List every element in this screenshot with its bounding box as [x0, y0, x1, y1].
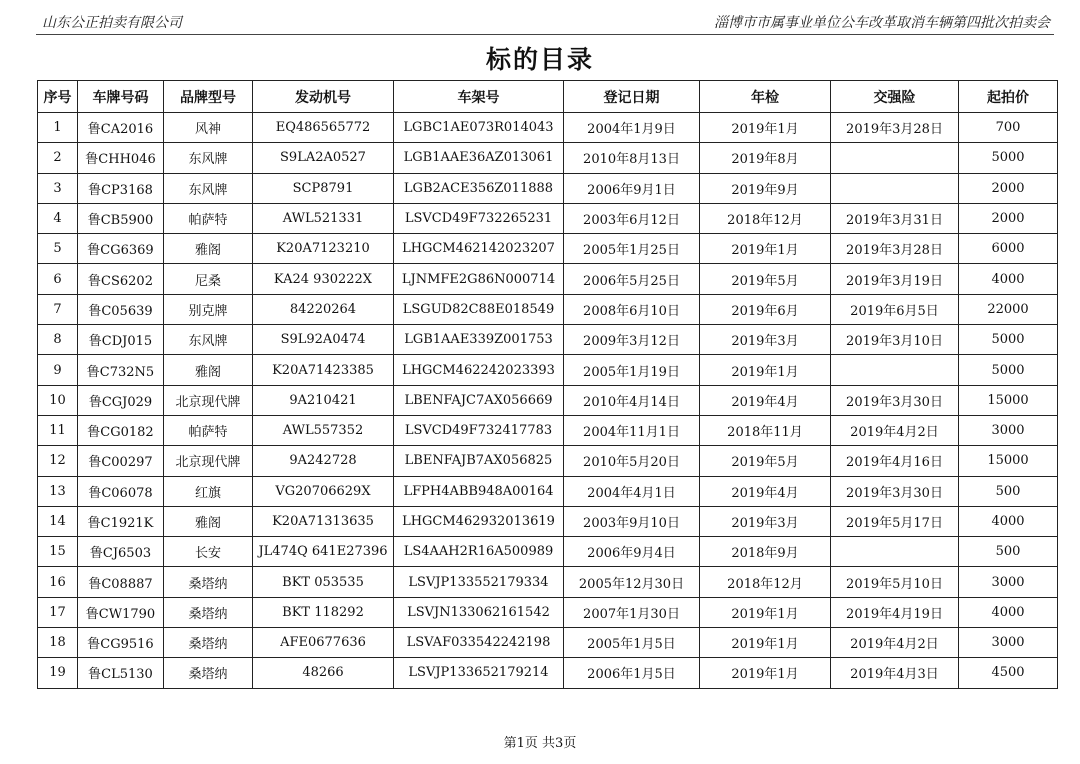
cell-start-price: 5000: [959, 325, 1058, 355]
cell-reg-date: 2003年9月10日: [564, 506, 700, 536]
cell-plate: 鲁C732N5: [78, 355, 164, 385]
col-header-vin: 车架号: [394, 81, 564, 113]
cell-brand: 雅阁: [164, 234, 253, 264]
cell-plate: 鲁CA2016: [78, 113, 164, 143]
col-header-insurance: 交强险: [831, 81, 959, 113]
cell-engine-no: AWL557352: [253, 415, 394, 445]
table-row: [38, 385, 1058, 415]
cell-brand: 红旗: [164, 476, 253, 506]
col-header-brand: 品牌型号: [164, 81, 253, 113]
cell-engine-no: 48266: [253, 658, 394, 688]
cell-inspection: 2019年4月: [700, 476, 831, 506]
cell-brand: 帕萨特: [164, 203, 253, 233]
cell-brand: 东风牌: [164, 173, 253, 203]
cell-plate: 鲁CS6202: [78, 264, 164, 294]
cell-reg-date: 2007年1月30日: [564, 597, 700, 627]
cell-inspection: 2018年12月: [700, 203, 831, 233]
cell-plate: 鲁CG9516: [78, 628, 164, 658]
cell-plate: 鲁C06078: [78, 476, 164, 506]
cell-brand: 桑塔纳: [164, 658, 253, 688]
table-row: [38, 446, 1058, 476]
cell-inspection: 2019年1月: [700, 234, 831, 264]
cell-brand: 长安: [164, 537, 253, 567]
cell-start-price: 4000: [959, 597, 1058, 627]
cell-plate: 鲁CGJ029: [78, 385, 164, 415]
cell-plate: 鲁CB5900: [78, 203, 164, 233]
cell-insurance: 2019年3月28日: [831, 113, 959, 143]
table-row: [38, 113, 1058, 143]
cell-plate: 鲁CL5130: [78, 658, 164, 688]
table-row: [38, 476, 1058, 506]
cell-reg-date: 2008年6月10日: [564, 294, 700, 324]
cell-reg-date: 2005年1月5日: [564, 628, 700, 658]
table-row: [38, 325, 1058, 355]
table-row: [38, 415, 1058, 445]
cell-start-price: 4500: [959, 658, 1058, 688]
cell-engine-no: K20A71423385: [253, 355, 394, 385]
cell-brand: 桑塔纳: [164, 597, 253, 627]
cell-engine-no: KA24 930222X: [253, 264, 394, 294]
cell-engine-no: 9A210421: [253, 385, 394, 415]
cell-engine-no: JL474Q 641E27396: [253, 537, 394, 567]
cell-index: 4: [38, 203, 78, 233]
cell-start-price: 5000: [959, 143, 1058, 173]
cell-brand: 东风牌: [164, 325, 253, 355]
cell-reg-date: 2005年1月19日: [564, 355, 700, 385]
cell-insurance: [831, 173, 959, 203]
table-row: [38, 506, 1058, 536]
cell-engine-no: K20A7123210: [253, 234, 394, 264]
cell-start-price: 3000: [959, 628, 1058, 658]
cell-start-price: 2000: [959, 173, 1058, 203]
cell-index: 18: [38, 628, 78, 658]
cell-start-price: 22000: [959, 294, 1058, 324]
cell-index: 10: [38, 385, 78, 415]
cell-index: 1: [38, 113, 78, 143]
table-row: [38, 173, 1058, 203]
cell-brand: 桑塔纳: [164, 628, 253, 658]
cell-engine-no: 9A242728: [253, 446, 394, 476]
cell-inspection: 2018年9月: [700, 537, 831, 567]
cell-insurance: [831, 143, 959, 173]
cell-reg-date: 2009年3月12日: [564, 325, 700, 355]
page-title: 标的目录: [485, 45, 594, 74]
cell-inspection: 2018年12月: [700, 567, 831, 597]
cell-start-price: 2000: [959, 203, 1058, 233]
cell-index: 9: [38, 355, 78, 385]
cell-inspection: 2019年4月: [700, 385, 831, 415]
cell-vin: LHGCM462932013619: [394, 506, 564, 536]
cell-start-price: 15000: [959, 446, 1058, 476]
col-header-start-price: 起拍价: [959, 81, 1058, 113]
cell-vin: LSGUD82C88E018549: [394, 294, 564, 324]
cell-insurance: 2019年3月10日: [831, 325, 959, 355]
cell-engine-no: S9L92A0474: [253, 325, 394, 355]
cell-insurance: [831, 537, 959, 567]
cell-plate: 鲁CJ6503: [78, 537, 164, 567]
cell-engine-no: AWL521331: [253, 203, 394, 233]
cell-reg-date: 2006年1月5日: [564, 658, 700, 688]
cell-inspection: 2019年6月: [700, 294, 831, 324]
cell-plate: 鲁CHH046: [78, 143, 164, 173]
cell-brand: 北京现代牌: [164, 446, 253, 476]
cell-vin: LSVJP133552179334: [394, 567, 564, 597]
cell-inspection: 2019年1月: [700, 628, 831, 658]
cell-insurance: 2019年4月3日: [831, 658, 959, 688]
cell-engine-no: BKT 053535: [253, 567, 394, 597]
cell-reg-date: 2010年5月20日: [564, 446, 700, 476]
cell-insurance: 2019年3月30日: [831, 385, 959, 415]
cell-insurance: 2019年3月31日: [831, 203, 959, 233]
cell-reg-date: 2006年9月4日: [564, 537, 700, 567]
cell-plate: 鲁C00297: [78, 446, 164, 476]
table-row: [38, 658, 1058, 688]
cell-index: 16: [38, 567, 78, 597]
cell-start-price: 700: [959, 113, 1058, 143]
table-row: [38, 597, 1058, 627]
cell-index: 13: [38, 476, 78, 506]
cell-vin: LHGCM462242023393: [394, 355, 564, 385]
cell-vin: LSVJP133652179214: [394, 658, 564, 688]
cell-brand: 风神: [164, 113, 253, 143]
header-divider: [36, 34, 1054, 35]
cell-insurance: 2019年4月2日: [831, 415, 959, 445]
cell-index: 7: [38, 294, 78, 324]
cell-plate: 鲁CW1790: [78, 597, 164, 627]
cell-reg-date: 2006年9月1日: [564, 173, 700, 203]
cell-inspection: 2019年1月: [700, 355, 831, 385]
table-row: [38, 294, 1058, 324]
page-number: 第1页 共3页: [503, 736, 577, 751]
cell-inspection: 2019年8月: [700, 143, 831, 173]
table-row: [38, 537, 1058, 567]
cell-inspection: 2019年3月: [700, 506, 831, 536]
cell-vin: LBENFAJB7AX056825: [394, 446, 564, 476]
col-header-engine-no: 发动机号: [253, 81, 394, 113]
lot-table: [37, 80, 1058, 689]
cell-engine-no: K20A71313635: [253, 506, 394, 536]
cell-start-price: 500: [959, 537, 1058, 567]
cell-vin: LS4AAH2R16A500989: [394, 537, 564, 567]
col-header-reg-date: 登记日期: [564, 81, 700, 113]
cell-vin: LGB2ACE356Z011888: [394, 173, 564, 203]
cell-reg-date: 2004年11月1日: [564, 415, 700, 445]
cell-start-price: 4000: [959, 506, 1058, 536]
cell-vin: LSVCD49F732265231: [394, 203, 564, 233]
cell-insurance: 2019年6月5日: [831, 294, 959, 324]
cell-index: 5: [38, 234, 78, 264]
auction-name: 淄博市市属事业单位公车改革取消车辆第四批次拍卖会: [714, 15, 1050, 31]
cell-inspection: 2018年11月: [700, 415, 831, 445]
cell-index: 17: [38, 597, 78, 627]
cell-index: 11: [38, 415, 78, 445]
cell-plate: 鲁CG0182: [78, 415, 164, 445]
cell-plate: 鲁C08887: [78, 567, 164, 597]
cell-brand: 雅阁: [164, 506, 253, 536]
table-row: [38, 143, 1058, 173]
cell-vin: LHGCM462142023207: [394, 234, 564, 264]
cell-engine-no: EQ486565772: [253, 113, 394, 143]
col-header-inspection: 年检: [700, 81, 831, 113]
cell-vin: LSVAF033542242198: [394, 628, 564, 658]
cell-engine-no: VG20706629X: [253, 476, 394, 506]
cell-engine-no: SCP8791: [253, 173, 394, 203]
cell-engine-no: BKT 118292: [253, 597, 394, 627]
cell-plate: 鲁CG6369: [78, 234, 164, 264]
cell-vin: LJNMFE2G86N000714: [394, 264, 564, 294]
cell-insurance: 2019年4月2日: [831, 628, 959, 658]
cell-engine-no: AFE0677636: [253, 628, 394, 658]
cell-insurance: 2019年3月28日: [831, 234, 959, 264]
cell-vin: LSVJN133062161542: [394, 597, 564, 627]
col-header-plate: 车牌号码: [78, 81, 164, 113]
col-header-index: 序号: [38, 81, 78, 113]
cell-inspection: 2019年5月: [700, 264, 831, 294]
cell-brand: 东风牌: [164, 143, 253, 173]
cell-insurance: 2019年3月19日: [831, 264, 959, 294]
cell-inspection: 2019年1月: [700, 658, 831, 688]
cell-start-price: 15000: [959, 385, 1058, 415]
cell-insurance: 2019年4月16日: [831, 446, 959, 476]
cell-engine-no: 84220264: [253, 294, 394, 324]
cell-inspection: 2019年5月: [700, 446, 831, 476]
cell-reg-date: 2005年1月25日: [564, 234, 700, 264]
cell-index: 6: [38, 264, 78, 294]
cell-reg-date: 2006年5月25日: [564, 264, 700, 294]
cell-brand: 帕萨特: [164, 415, 253, 445]
cell-plate: 鲁CDJ015: [78, 325, 164, 355]
cell-index: 8: [38, 325, 78, 355]
cell-brand: 雅阁: [164, 355, 253, 385]
cell-plate: 鲁C1921K: [78, 506, 164, 536]
cell-reg-date: 2010年8月13日: [564, 143, 700, 173]
cell-index: 19: [38, 658, 78, 688]
cell-brand: 尼桑: [164, 264, 253, 294]
cell-reg-date: 2003年6月12日: [564, 203, 700, 233]
cell-start-price: 6000: [959, 234, 1058, 264]
table-row: [38, 203, 1058, 233]
cell-vin: LGB1AAE339Z001753: [394, 325, 564, 355]
cell-vin: LFPH4ABB948A00164: [394, 476, 564, 506]
cell-reg-date: 2004年4月1日: [564, 476, 700, 506]
table-row: [38, 234, 1058, 264]
cell-index: 12: [38, 446, 78, 476]
cell-insurance: 2019年3月30日: [831, 476, 959, 506]
cell-start-price: 3000: [959, 567, 1058, 597]
cell-vin: LGB1AAE36AZ013061: [394, 143, 564, 173]
cell-brand: 别克牌: [164, 294, 253, 324]
cell-insurance: 2019年4月19日: [831, 597, 959, 627]
cell-reg-date: 2004年1月9日: [564, 113, 700, 143]
cell-reg-date: 2005年12月30日: [564, 567, 700, 597]
company-name: 山东公正拍卖有限公司: [42, 15, 182, 31]
cell-vin: LSVCD49F732417783: [394, 415, 564, 445]
cell-index: 2: [38, 143, 78, 173]
cell-start-price: 500: [959, 476, 1058, 506]
cell-start-price: 3000: [959, 415, 1058, 445]
cell-index: 3: [38, 173, 78, 203]
table-row: [38, 628, 1058, 658]
cell-vin: LBENFAJC7AX056669: [394, 385, 564, 415]
cell-insurance: 2019年5月17日: [831, 506, 959, 536]
cell-index: 15: [38, 537, 78, 567]
cell-insurance: [831, 355, 959, 385]
table-header-row: [38, 81, 1058, 113]
cell-reg-date: 2010年4月14日: [564, 385, 700, 415]
cell-start-price: 5000: [959, 355, 1058, 385]
cell-plate: 鲁C05639: [78, 294, 164, 324]
table-row: [38, 264, 1058, 294]
cell-inspection: 2019年1月: [700, 113, 831, 143]
table-row: [38, 567, 1058, 597]
cell-plate: 鲁CP3168: [78, 173, 164, 203]
cell-inspection: 2019年1月: [700, 597, 831, 627]
cell-index: 14: [38, 506, 78, 536]
cell-inspection: 2019年9月: [700, 173, 831, 203]
cell-vin: LGBC1AE073R014043: [394, 113, 564, 143]
cell-engine-no: S9LA2A0527: [253, 143, 394, 173]
cell-brand: 桑塔纳: [164, 567, 253, 597]
cell-insurance: 2019年5月10日: [831, 567, 959, 597]
cell-start-price: 4000: [959, 264, 1058, 294]
table-row: [38, 355, 1058, 385]
cell-inspection: 2019年3月: [700, 325, 831, 355]
cell-brand: 北京现代牌: [164, 385, 253, 415]
